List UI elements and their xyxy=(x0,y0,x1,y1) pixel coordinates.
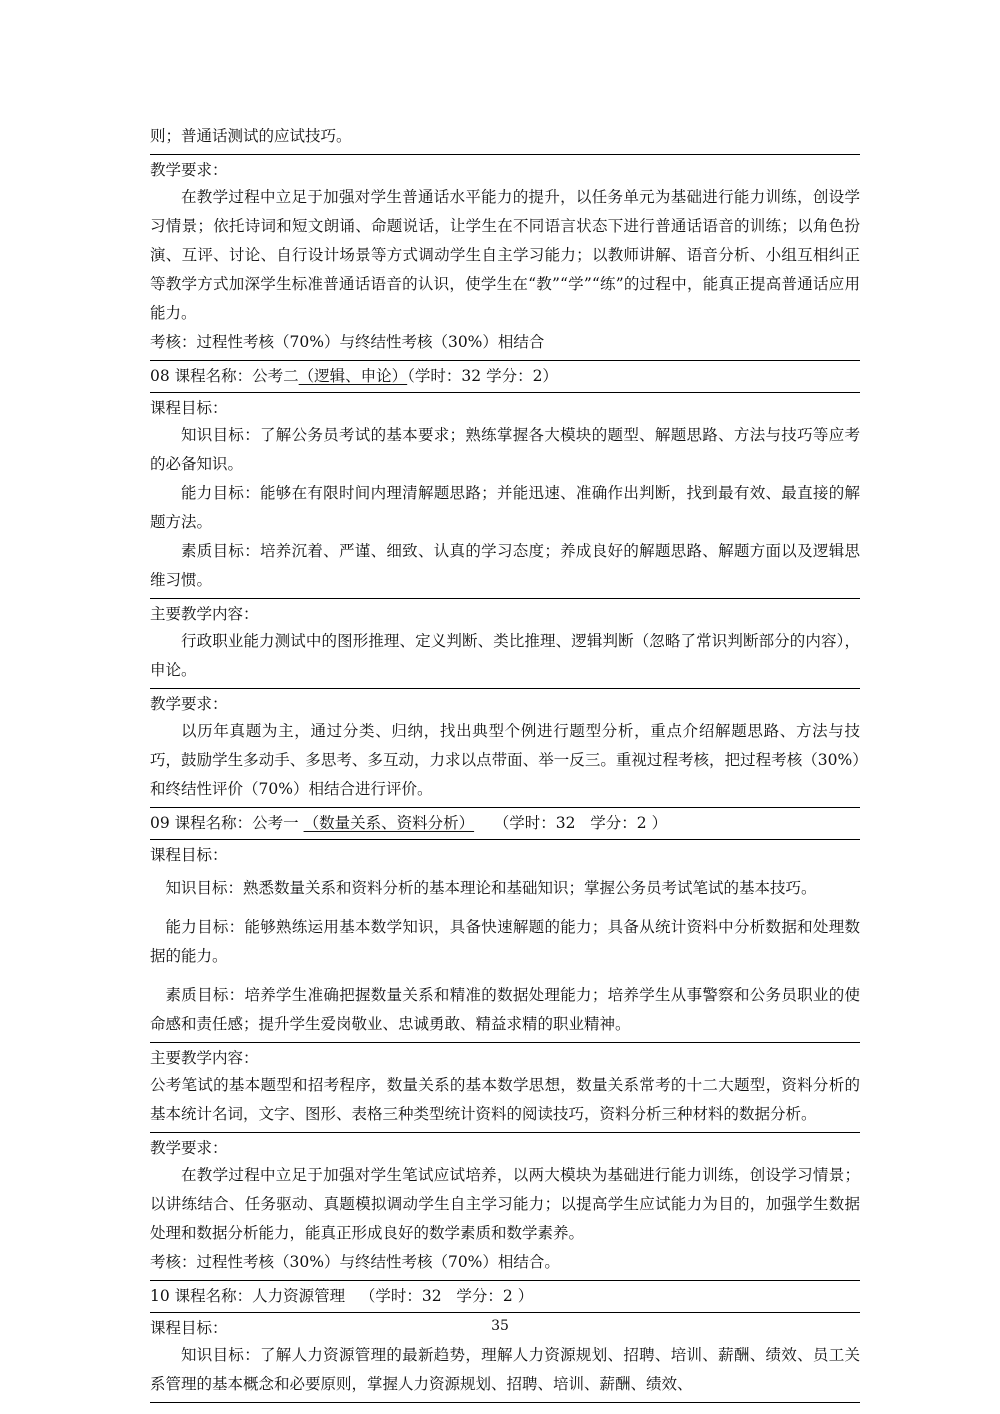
course-10-header xyxy=(150,1281,860,1313)
quality-goal: 素质目标：培养沉着、严谨、细致、认真的学习态度；养成良好的解题思路、解题方面以及逻辑思维习惯。 xyxy=(150,542,860,589)
knowledge-goal: 知识目标：了解公务员考试的基本要求；熟练掌握各大模块的题型、解题思路、方法与技巧等应考的必备知识。 xyxy=(150,426,860,473)
section-continued xyxy=(150,120,860,155)
course-09-goals xyxy=(150,840,860,1043)
course-09-header xyxy=(150,808,860,840)
section-label: 教学要求： xyxy=(150,161,228,179)
section-label: 课程目标： xyxy=(150,846,228,864)
continued-text: 则；普通话测试的应试技巧。 xyxy=(150,127,352,145)
course-09-requirements xyxy=(150,1133,860,1281)
course-08-content xyxy=(150,599,860,689)
paragraph: 公考笔试的基本题型和招考程序，数量关系的基本数学思想，数量关系常考的十二大题型，资料分析的基本统计名词，文字、图形、表格三种类型统计资料的阅读技巧，资料分析三种材料的数据分析。 xyxy=(150,1076,860,1123)
page-number: 35 xyxy=(491,1318,509,1334)
section-label: 主要教学内容： xyxy=(150,605,259,623)
assessment-text: 考核：过程性考核（70%）与终结性考核（30%）相结合 xyxy=(150,333,545,351)
section-label: 教学要求： xyxy=(150,695,228,713)
knowledge-goal: 知识目标：了解人力资源管理的最新趋势，理解人力资源规划、招聘、培训、薪酬、绩效、员工关系管理的基本概念和必要原则，掌握人力资源规划、招聘、培训、薪酬、绩效、 xyxy=(150,1346,860,1393)
knowledge-goal: 知识目标：熟悉数量关系和资料分析的基本理论和基础知识；掌握公务员考试笔试的基本技巧。 xyxy=(165,879,817,897)
ability-goal: 能力目标：能够熟练运用基本数学知识，具备快速解题的能力；具备从统计资料中分析数据和处理数据的能力。 xyxy=(150,918,860,965)
section-label: 教学要求： xyxy=(150,1139,228,1157)
paragraph: 以历年真题为主，通过分类、归纳，找出典型个例进行题型分析，重点介绍解题思路、方法与技巧，鼓励学生多动手、多思考、多互动，力求以点带面、举一反三。重视过程考核，把过程考核（30%）和终结性评价（70%）相结合进行评价。 xyxy=(150,722,860,798)
ability-goal: 能力目标：能够在有限时间内理清解题思路；并能迅速、准确作出判断，找到最有效、最直接的解题方法。 xyxy=(150,484,860,531)
document-page xyxy=(150,120,860,1403)
quality-goal: 素质目标：培养学生准确把握数量关系和精准的数据处理能力；培养学生从事警察和公务员职业的使命感和责任感；提升学生爱岗敬业、忠诚勇敢、精益求精的职业精神。 xyxy=(150,986,860,1033)
assessment-text: 考核：过程性考核（30%）与终结性考核（70%）相结合。 xyxy=(150,1253,560,1271)
section-label: 课程目标： xyxy=(150,1319,228,1337)
course-08-header xyxy=(150,361,860,393)
paragraph: 行政职业能力测试中的图形推理、定义判断、类比推理、逻辑判断（忽略了常识判断部分的内容），申论。 xyxy=(150,632,860,679)
course-title: 09 课程名称：公考一 （数量关系、资料分析） （学时：32 学分：2 ） xyxy=(150,814,668,832)
course-title: 08 课程名称：公考二（逻辑、申论）（学时：32 学分：2） xyxy=(150,367,558,385)
section-label: 课程目标： xyxy=(150,399,228,417)
course-08-requirements xyxy=(150,689,860,808)
paragraph: 在教学过程中立足于加强对学生普通话水平能力的提升，以任务单元为基础进行能力训练，创设学习情景；依托诗词和短文朗诵、命题说话，让学生在不同语言状态下进行普通话语音的训练；以角色扮演、互评、讨论、自行设计场景等方式调动学生自主学习能力；以教师讲解、语音分析、小组互相纠正等教学方式加深学生标准普通话语音的认识，使学生在“教”“学”“练”的过程中，能真正提高普通话应用能力。 xyxy=(150,188,860,322)
course-09-content xyxy=(150,1043,860,1133)
course-title: 10 课程名称：人力资源管理 （学时：32 学分：2 ） xyxy=(150,1287,534,1305)
section-teaching-requirements xyxy=(150,155,860,361)
course-08-goals xyxy=(150,393,860,599)
section-label: 主要教学内容： xyxy=(150,1049,259,1067)
paragraph: 在教学过程中立足于加强对学生笔试应试培养，以两大模块为基础进行能力训练，创设学习情景；以讲练结合、任务驱动、真题模拟调动学生自主学习能力；以提高学生应试能力为目的，加强学生数据处理和数据分析能力，能真正形成良好的数学素质和数学素养。 xyxy=(150,1166,860,1242)
